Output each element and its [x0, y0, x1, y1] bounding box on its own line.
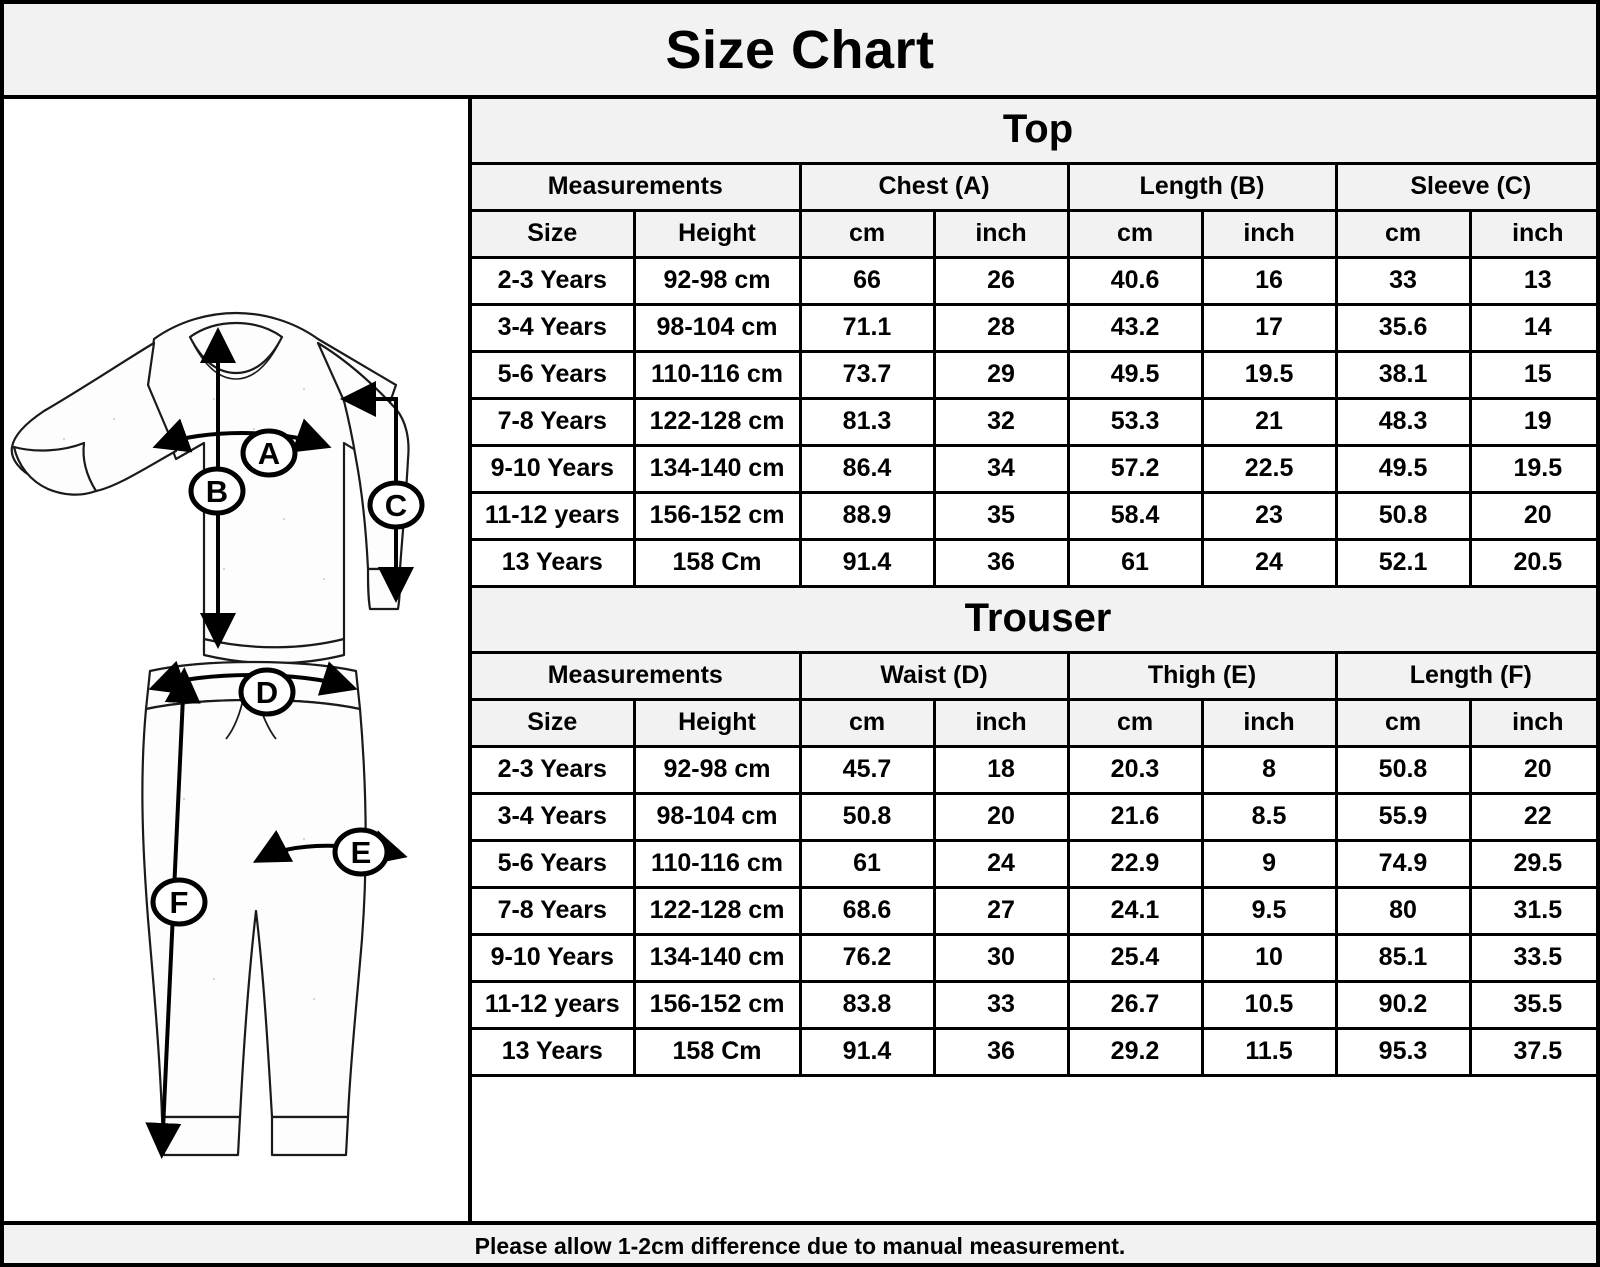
cell-sleeve-cm: 52.1: [1336, 540, 1470, 587]
table-row: [472, 540, 1600, 587]
cell-length-cm: 57.2: [1068, 446, 1202, 493]
top-header-chest-inch: inch: [934, 211, 1068, 258]
cell-waist-inch: 30: [934, 935, 1068, 982]
cell-thigh-inch: 10.5: [1202, 982, 1336, 1029]
trouser-header-length-inch: inch: [1470, 700, 1600, 747]
table-row: [472, 888, 1600, 935]
cell-thigh-cm: 21.6: [1068, 794, 1202, 841]
cell-thigh-cm: 24.1: [1068, 888, 1202, 935]
top-group-length: Length (B): [1068, 165, 1336, 211]
cell-height: 98-104 cm: [634, 794, 800, 841]
table-row: [472, 399, 1600, 446]
cell-waist-cm: 68.6: [800, 888, 934, 935]
cell-waist-cm: 61: [800, 841, 934, 888]
trouser-group-waist: Waist (D): [800, 654, 1068, 700]
marker-e: [335, 830, 387, 874]
cell-length-inch: 24: [1202, 540, 1336, 587]
cell-height: 110-116 cm: [634, 352, 800, 399]
cell-height: 134-140 cm: [634, 935, 800, 982]
top-group-header-row: [472, 165, 1600, 211]
cell-length-cm: 43.2: [1068, 305, 1202, 352]
trouser-header-size: Size: [472, 700, 634, 747]
table-row: [472, 747, 1600, 794]
top-header-sleeve-cm: cm: [1336, 211, 1470, 258]
trouser-section-title: Trouser: [472, 588, 1600, 654]
footer-note: Please allow 1-2cm difference due to manual measurement.: [474, 1232, 1126, 1259]
title-bar: [4, 4, 1596, 99]
cell-waist-inch: 24: [934, 841, 1068, 888]
top-header-sleeve-inch: inch: [1470, 211, 1600, 258]
chart-body: [4, 99, 1596, 1221]
cell-thigh-inch: 10: [1202, 935, 1336, 982]
trouser-header-waist-inch: inch: [934, 700, 1068, 747]
cell-waist-cm: 91.4: [800, 1029, 934, 1076]
cell-chest-inch: 26: [934, 258, 1068, 305]
cell-length-inch: 19.5: [1202, 352, 1336, 399]
marker-b-label: B: [205, 474, 229, 509]
cell-size: 11-12 years: [472, 493, 634, 540]
cell-chest-cm: 91.4: [800, 540, 934, 587]
trouser-unit-header-row: [472, 700, 1600, 747]
top-section-title: Top: [472, 99, 1600, 165]
top-group-chest: Chest (A): [800, 165, 1068, 211]
top-header-size: Size: [472, 211, 634, 258]
cell-length-cm: 85.1: [1336, 935, 1470, 982]
tables-pane: [472, 99, 1600, 1221]
cell-sleeve-cm: 38.1: [1336, 352, 1470, 399]
cell-height: 122-128 cm: [634, 399, 800, 446]
cell-thigh-inch: 9.5: [1202, 888, 1336, 935]
cell-length-cm: 90.2: [1336, 982, 1470, 1029]
table-row: [472, 305, 1600, 352]
cell-sleeve-cm: 50.8: [1336, 493, 1470, 540]
trouser-header-height: Height: [634, 700, 800, 747]
cell-length-cm: 95.3: [1336, 1029, 1470, 1076]
cell-length-cm: 50.8: [1336, 747, 1470, 794]
cell-length-inch: 22: [1470, 794, 1600, 841]
cell-size: 5-6 Years: [472, 352, 634, 399]
cell-thigh-inch: 11.5: [1202, 1029, 1336, 1076]
cell-size: 13 Years: [472, 1029, 634, 1076]
cell-thigh-cm: 25.4: [1068, 935, 1202, 982]
top-header-chest-cm: cm: [800, 211, 934, 258]
marker-c-label: C: [384, 488, 408, 523]
cell-height: 92-98 cm: [634, 747, 800, 794]
cell-size: 2-3 Years: [472, 258, 634, 305]
cell-length-cm: 49.5: [1068, 352, 1202, 399]
cell-waist-cm: 50.8: [800, 794, 934, 841]
top-header-length-cm: cm: [1068, 211, 1202, 258]
cell-height: 158 Cm: [634, 1029, 800, 1076]
cell-length-cm: 53.3: [1068, 399, 1202, 446]
cell-sleeve-inch: 14: [1470, 305, 1600, 352]
table-row: [472, 935, 1600, 982]
cell-sleeve-inch: 20.5: [1470, 540, 1600, 587]
marker-d: [241, 670, 293, 714]
cell-waist-inch: 36: [934, 1029, 1068, 1076]
table-row: [472, 841, 1600, 888]
cell-length-cm: 55.9: [1336, 794, 1470, 841]
cell-chest-inch: 32: [934, 399, 1068, 446]
cell-thigh-cm: 29.2: [1068, 1029, 1202, 1076]
cell-sleeve-inch: 19.5: [1470, 446, 1600, 493]
cell-chest-cm: 66: [800, 258, 934, 305]
marker-c: [370, 483, 422, 527]
cell-chest-cm: 71.1: [800, 305, 934, 352]
cell-height: 134-140 cm: [634, 446, 800, 493]
cell-chest-inch: 35: [934, 493, 1068, 540]
cell-chest-cm: 73.7: [800, 352, 934, 399]
marker-b: [191, 469, 243, 513]
cell-height: 156-152 cm: [634, 982, 800, 1029]
cell-length-inch: 37.5: [1470, 1029, 1600, 1076]
cell-length-cm: 80: [1336, 888, 1470, 935]
cell-length-inch: 21: [1202, 399, 1336, 446]
cell-waist-inch: 18: [934, 747, 1068, 794]
table-row: [472, 982, 1600, 1029]
cell-size: 13 Years: [472, 540, 634, 587]
trouser-group-measurements: Measurements: [472, 654, 800, 700]
trouser-group-thigh: Thigh (E): [1068, 654, 1336, 700]
cell-sleeve-inch: 13: [1470, 258, 1600, 305]
cell-waist-inch: 20: [934, 794, 1068, 841]
cell-size: 3-4 Years: [472, 305, 634, 352]
cell-length-inch: 20: [1470, 747, 1600, 794]
cell-chest-cm: 81.3: [800, 399, 934, 446]
trouser-header-waist-cm: cm: [800, 700, 934, 747]
cell-length-inch: 31.5: [1470, 888, 1600, 935]
marker-e-label: E: [350, 835, 372, 870]
cell-chest-inch: 36: [934, 540, 1068, 587]
cell-waist-inch: 27: [934, 888, 1068, 935]
cell-chest-cm: 88.9: [800, 493, 934, 540]
cell-height: 156-152 cm: [634, 493, 800, 540]
cell-size: 2-3 Years: [472, 747, 634, 794]
cell-size: 7-8 Years: [472, 399, 634, 446]
trouser-table-block: [472, 588, 1600, 1077]
cell-length-inch: 35.5: [1470, 982, 1600, 1029]
cell-chest-inch: 34: [934, 446, 1068, 493]
table-row: [472, 446, 1600, 493]
marker-d-label: D: [255, 675, 279, 710]
trouser-group-header-row: [472, 654, 1600, 700]
cell-thigh-cm: 22.9: [1068, 841, 1202, 888]
table-row: [472, 258, 1600, 305]
garment-illustration: [4, 99, 468, 1221]
top-group-sleeve: Sleeve (C): [1336, 165, 1600, 211]
cell-thigh-cm: 20.3: [1068, 747, 1202, 794]
table-row: [472, 352, 1600, 399]
trouser-header-thigh-inch: inch: [1202, 700, 1336, 747]
top-group-measurements: Measurements: [472, 165, 800, 211]
cell-length-inch: 22.5: [1202, 446, 1336, 493]
cell-size: 7-8 Years: [472, 888, 634, 935]
cell-height: 92-98 cm: [634, 258, 800, 305]
cell-waist-cm: 76.2: [800, 935, 934, 982]
cell-sleeve-inch: 20: [1470, 493, 1600, 540]
table-row: [472, 493, 1600, 540]
footer-note-bar: [4, 1221, 1596, 1267]
table-row: [472, 1029, 1600, 1076]
cell-sleeve-cm: 49.5: [1336, 446, 1470, 493]
top-unit-header-row: [472, 211, 1600, 258]
cell-length-cm: 61: [1068, 540, 1202, 587]
cell-size: 9-10 Years: [472, 446, 634, 493]
cell-length-cm: 40.6: [1068, 258, 1202, 305]
cell-length-inch: 16: [1202, 258, 1336, 305]
cell-length-cm: 74.9: [1336, 841, 1470, 888]
marker-f: [153, 880, 205, 924]
cell-waist-cm: 45.7: [800, 747, 934, 794]
cell-thigh-inch: 8.5: [1202, 794, 1336, 841]
cell-sleeve-inch: 15: [1470, 352, 1600, 399]
cell-height: 98-104 cm: [634, 305, 800, 352]
trouser-header-thigh-cm: cm: [1068, 700, 1202, 747]
marker-a: [243, 431, 295, 475]
cell-height: 122-128 cm: [634, 888, 800, 935]
cell-size: 11-12 years: [472, 982, 634, 1029]
cell-chest-inch: 29: [934, 352, 1068, 399]
cell-thigh-inch: 9: [1202, 841, 1336, 888]
garment-illustration-pane: [4, 99, 472, 1221]
cell-height: 110-116 cm: [634, 841, 800, 888]
cell-size: 5-6 Years: [472, 841, 634, 888]
cell-thigh-inch: 8: [1202, 747, 1336, 794]
cell-length-inch: 33.5: [1470, 935, 1600, 982]
top-header-height: Height: [634, 211, 800, 258]
cell-length-inch: 29.5: [1470, 841, 1600, 888]
cell-sleeve-cm: 33: [1336, 258, 1470, 305]
cell-thigh-cm: 26.7: [1068, 982, 1202, 1029]
top-table-block: [472, 99, 1600, 588]
cell-length-cm: 58.4: [1068, 493, 1202, 540]
cell-sleeve-inch: 19: [1470, 399, 1600, 446]
cell-chest-cm: 86.4: [800, 446, 934, 493]
marker-a-label: A: [257, 436, 281, 471]
cell-chest-inch: 28: [934, 305, 1068, 352]
cell-height: 158 Cm: [634, 540, 800, 587]
cell-size: 3-4 Years: [472, 794, 634, 841]
trouser-size-table: [472, 654, 1600, 1077]
trouser-header-length-cm: cm: [1336, 700, 1470, 747]
table-row: [472, 794, 1600, 841]
top-header-length-inch: inch: [1202, 211, 1336, 258]
cell-sleeve-cm: 48.3: [1336, 399, 1470, 446]
cell-waist-inch: 33: [934, 982, 1068, 1029]
top-size-table: [472, 165, 1600, 588]
cell-waist-cm: 83.8: [800, 982, 934, 1029]
cell-length-inch: 23: [1202, 493, 1336, 540]
marker-f-label: F: [169, 885, 189, 920]
page-title: Size Chart: [665, 19, 935, 80]
trouser-group-length: Length (F): [1336, 654, 1600, 700]
cell-sleeve-cm: 35.6: [1336, 305, 1470, 352]
cell-length-inch: 17: [1202, 305, 1336, 352]
cell-size: 9-10 Years: [472, 935, 634, 982]
